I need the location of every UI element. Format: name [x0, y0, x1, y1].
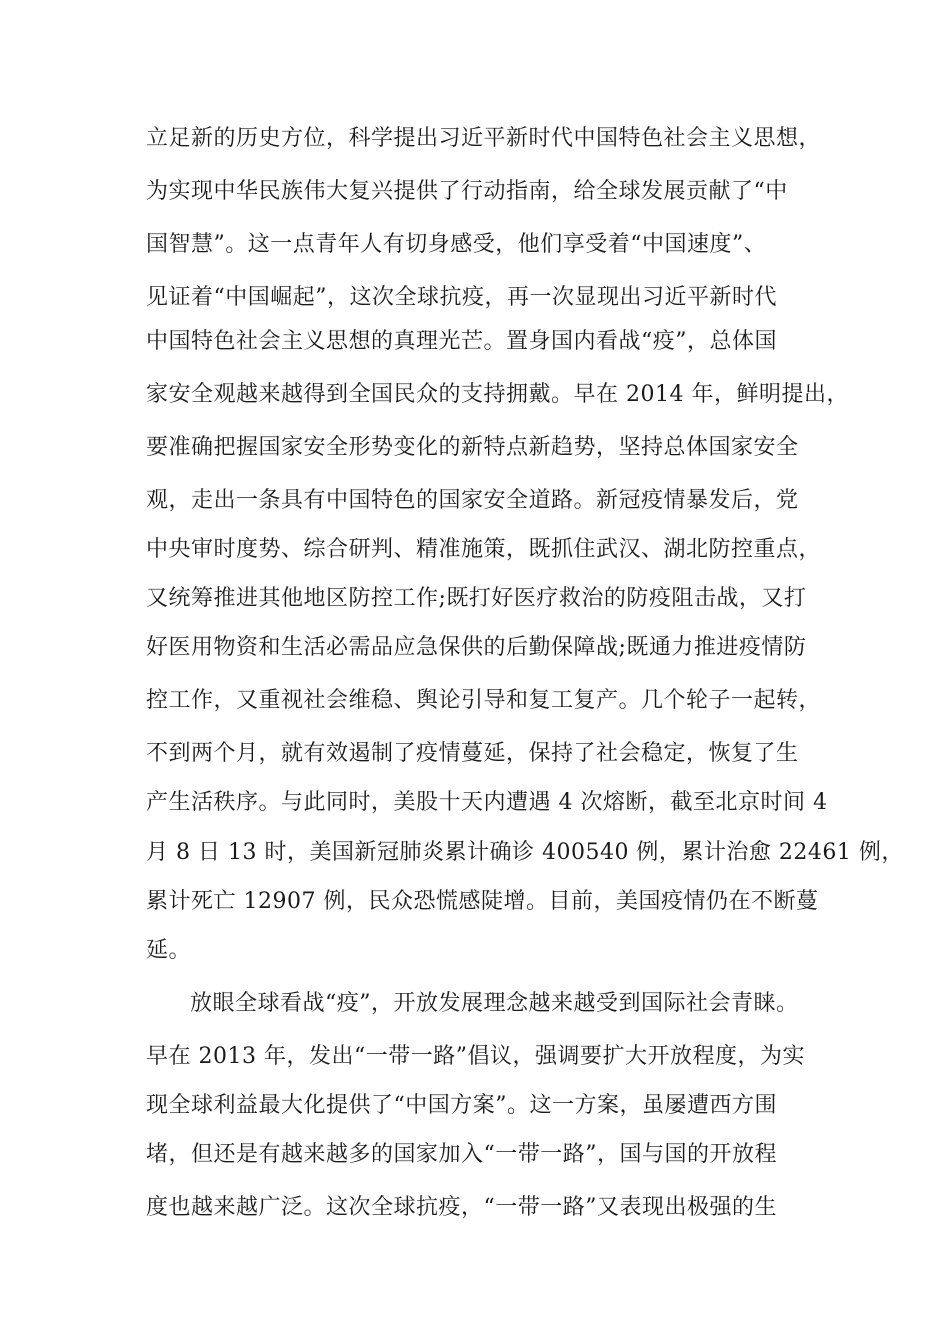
text-line: 家安全观越来越得到全国民众的支持拥戴。早在 2014 年，鲜明提出， — [146, 382, 849, 407]
text-line: 观，走出一条具有中国特色的国家安全道路。新冠疫情暴发后，党 — [146, 488, 799, 513]
text-line: 立足新的历史方位，科学提出习近平新时代中国特色社会主义思想， — [146, 126, 822, 151]
text-line: 控工作，又重视社会维稳、舆论引导和复工复产。几个轮子一起转， — [146, 688, 822, 713]
text-line: 堵，但还是有越来越多的国家加入“一带一路”，国与国的开放程 — [146, 1142, 777, 1167]
text-line: 又统筹推进其他地区防控工作;既打好医疗救治的防疫阻击战，又打 — [146, 586, 807, 611]
text-line: 好医用物资和生活必需品应急保供的后勤保障战;既通力推进疫情防 — [146, 635, 807, 660]
text-line: 中国特色社会主义思想的真理光芒。置身国内看战“疫”，总体国 — [146, 329, 777, 354]
text-line: 国智慧”。这一点青年人有切身感受，他们享受着“中国速度”、 — [146, 232, 767, 257]
text-line: 见证着“中国崛起”，这次全球抗疫，再一次显现出习近平新时代 — [146, 285, 777, 310]
text-line: 延。 — [146, 938, 192, 963]
paragraph-first-line: 放眼全球看战“疫”，开放发展理念越来越受到国际社会青睐。 — [190, 991, 799, 1016]
text-line: 要准确把握国家安全形势变化的新特点新趋势，坚持总体国家安全 — [146, 435, 799, 460]
text-line: 为实现中华民族伟大复兴提供了行动指南，给全球发展贡献了“中 — [146, 179, 788, 204]
text-line: 产生活秩序。与此同时，美股十天内遭遇 4 次熔断，截至北京时间 4 — [146, 790, 828, 815]
text-line: 中央审时度势、综合研判、精准施策，既抓住武汉、湖北防控重点， — [146, 537, 822, 562]
text-line: 度也越来越广泛。这次全球抗疫，“一带一路”又表现出极强的生 — [146, 1195, 777, 1220]
text-line: 月 8 日 13 时，美国新冠肺炎累计确诊 400540 例，累计治愈 22461 例， — [146, 840, 904, 865]
text-line: 不到两个月，就有效遏制了疫情蔓延，保持了社会稳定，恢复了生 — [146, 741, 799, 766]
text-line: 现全球利益最大化提供了“中国方案”。这一方案，虽屡遭西方围 — [146, 1093, 777, 1118]
text-line: 早在 2013 年，发出“一带一路”倡议，强调要扩大开放程度，为实 — [146, 1044, 805, 1069]
text-line: 累计死亡 12907 例，民众恐慌感陡增。目前，美国疫情仍在不断蔓 — [146, 889, 819, 914]
